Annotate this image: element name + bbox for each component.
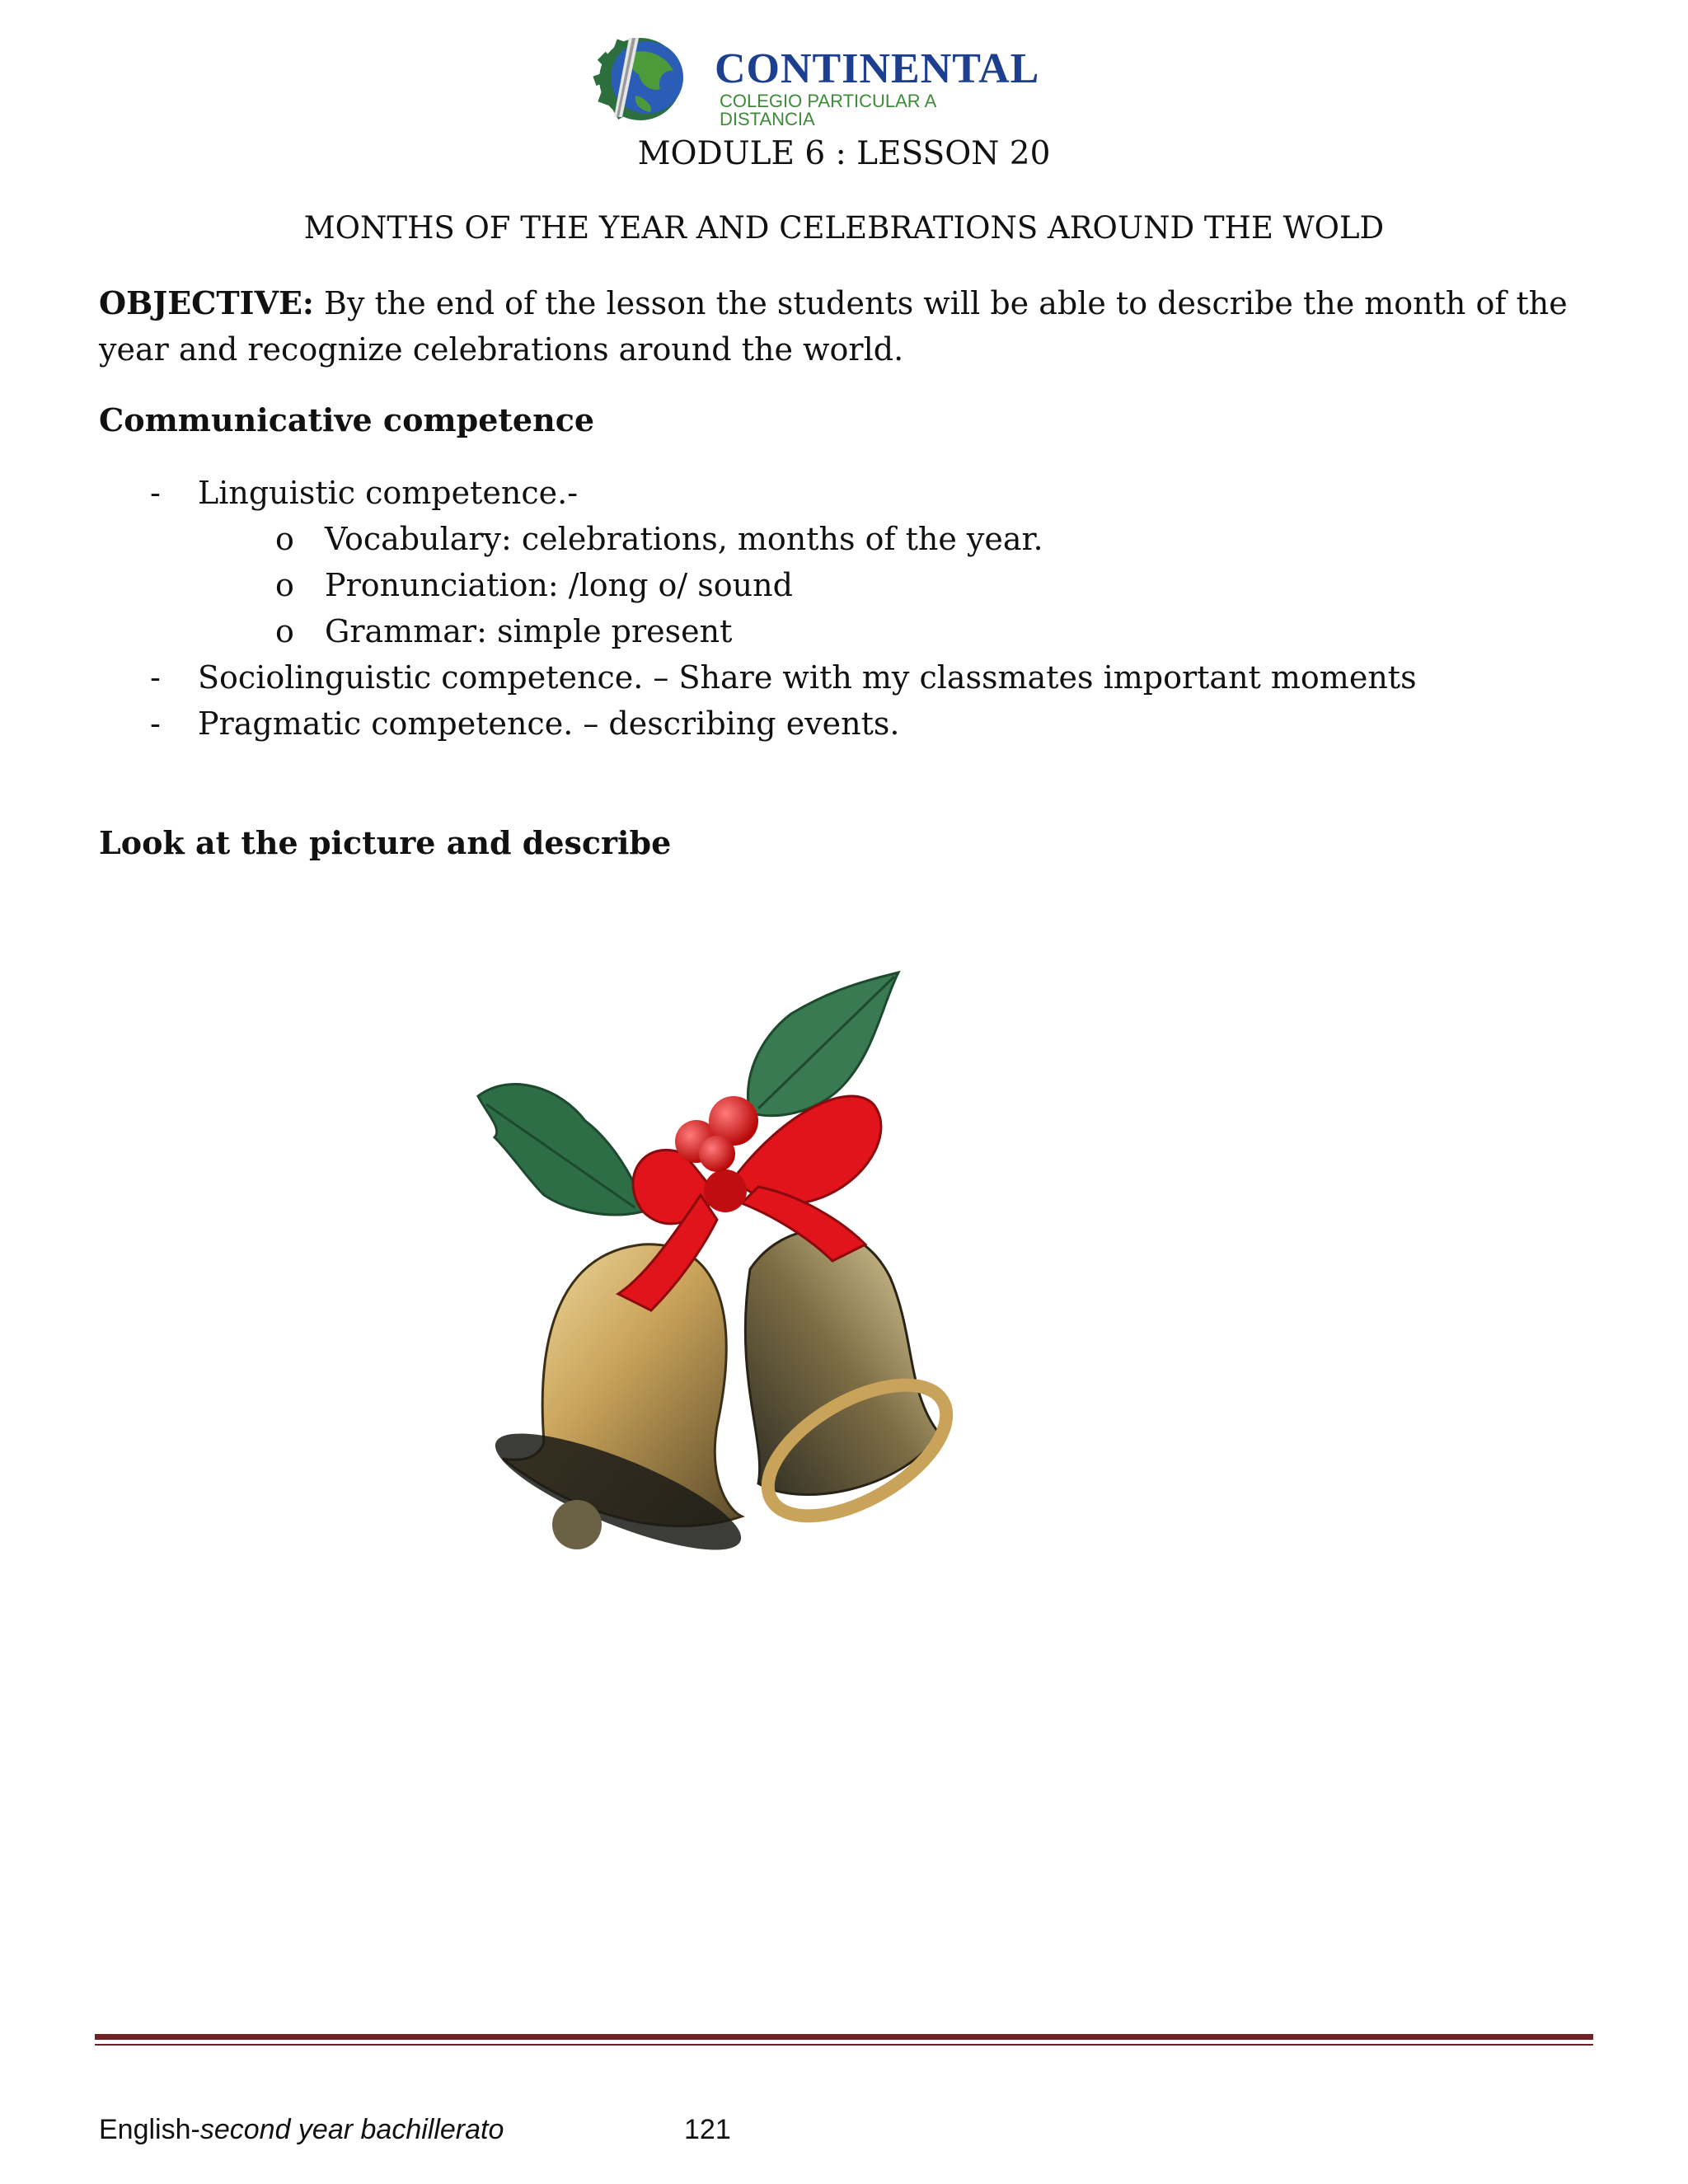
- bullet-marker: o: [275, 613, 294, 649]
- objective-text: By the end of the lesson the students will be able to describe the month of the year and recognize celebrations around the world.: [99, 285, 1568, 368]
- footer-course-name: second year bachillerato: [199, 2114, 504, 2145]
- lesson-title: MONTHS OF THE YEAR AND CELEBRATIONS AROUND THE WOLD: [303, 210, 1385, 246]
- activity-heading: Look at the picture and describe: [99, 824, 672, 861]
- footer-subject: English-: [99, 2114, 200, 2145]
- logo-subtitle: COLEGIO PARTICULAR A DISTANCIA: [720, 91, 936, 129]
- list-item-text: Pragmatic competence. – describing events.: [198, 705, 900, 742]
- list-item-text: Vocabulary: celebrations, months of the year.: [325, 521, 1043, 557]
- list-item-text: Sociolinguistic competence. – Share with my classmates important moments: [198, 659, 1417, 696]
- list-item-text: Grammar: simple present: [325, 613, 733, 649]
- footer-rule: [95, 2034, 1593, 2040]
- objective-paragraph: [99, 280, 1599, 373]
- globe-gear-icon: [581, 31, 713, 122]
- bullet-marker: o: [275, 567, 294, 603]
- bullet-marker: o: [275, 521, 294, 557]
- bullet-marker: -: [150, 475, 161, 511]
- bullet-marker: -: [150, 659, 161, 696]
- module-title: MODULE 6 : LESSON 20: [637, 135, 1051, 172]
- school-logo: [581, 31, 1040, 129]
- christmas-bells-icon: [371, 948, 1030, 1607]
- list-item-text: Linguistic competence.-: [198, 475, 579, 511]
- competence-heading: Communicative competence: [99, 401, 595, 438]
- list-item-text: Pronunciation: /long o/ sound: [325, 567, 793, 603]
- logo-name: CONTINENTAL: [715, 45, 1040, 92]
- footer-course: [99, 2111, 504, 2148]
- footer-rule-thin: [95, 2044, 1593, 2046]
- objective-label: OBJECTIVE:: [99, 284, 314, 321]
- page-number: 121: [684, 2114, 731, 2145]
- bullet-marker: -: [150, 705, 161, 742]
